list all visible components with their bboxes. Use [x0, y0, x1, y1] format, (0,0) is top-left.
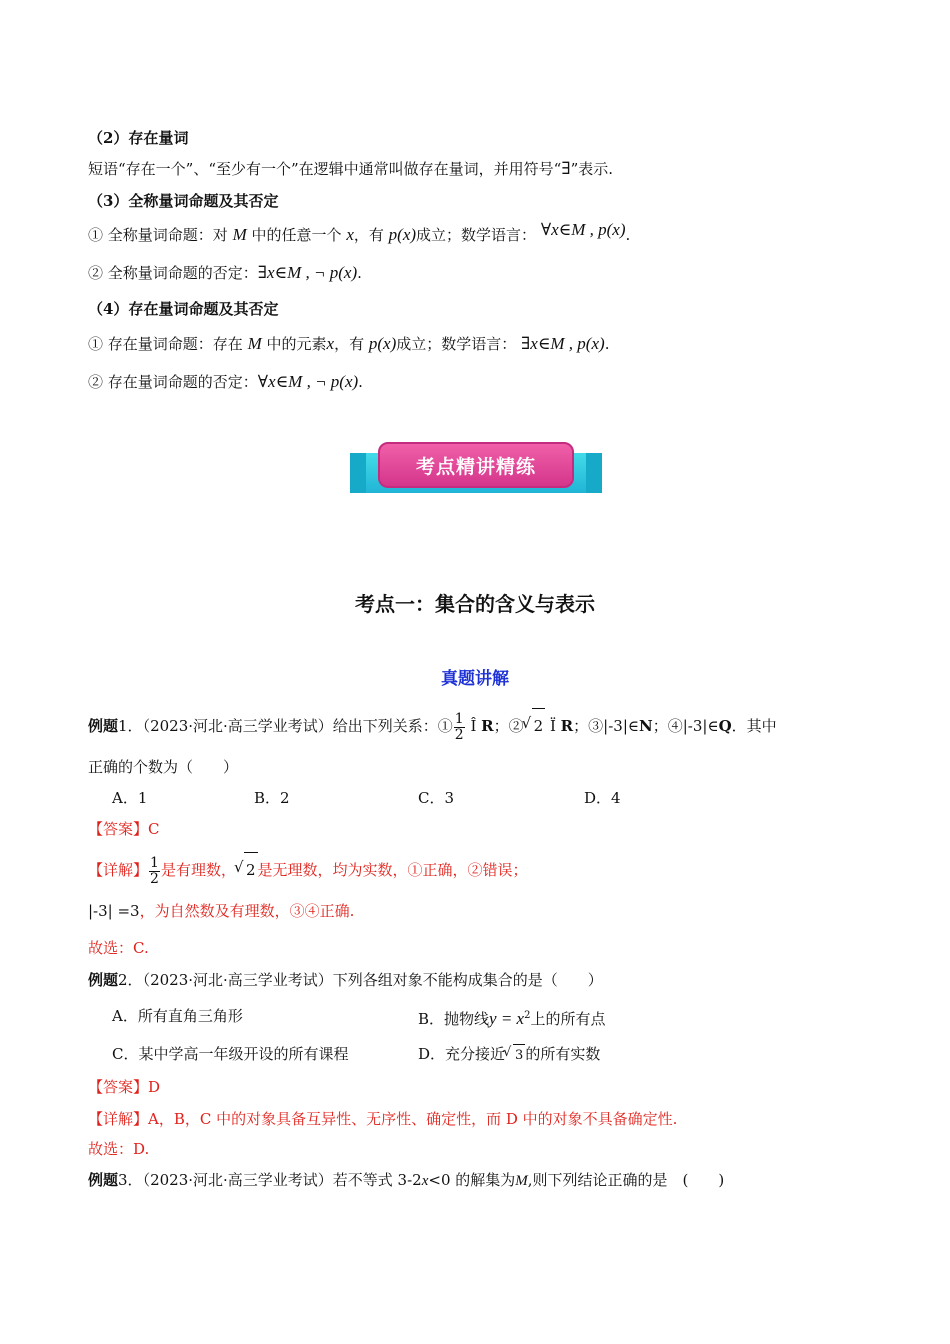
example-label: 例题	[88, 971, 119, 989]
text: A，B，C 中的对象具备互异性、无序性、确定性，而 D 中的对象不具备确定性.	[148, 1110, 678, 1128]
text: .	[357, 264, 362, 282]
detail-tag: 【详解】	[88, 861, 149, 879]
example-1-question-line-2: 正确的个数为（ ）	[88, 758, 239, 776]
answer-tag: 【答案】	[88, 820, 149, 838]
math-formula: y = x	[489, 1009, 525, 1028]
text: 成立；数学语言：	[416, 226, 537, 244]
text: ,则下列结论正确的是 ( )	[527, 1171, 725, 1189]
text: ① 全称量词命题：对	[88, 226, 228, 244]
example-label: 例题	[88, 1171, 119, 1189]
text: 上的所有点	[530, 1010, 606, 1028]
text: ② 存在量词命题的否定：	[88, 373, 258, 391]
sqrt-expression: √ 3	[513, 1044, 525, 1067]
text: ；④	[652, 717, 683, 735]
example-2-option-c: C．某中学高一年级开设的所有课程	[112, 1045, 349, 1063]
text: ① 存在量词命题：存在	[88, 335, 243, 353]
section-2-text	[88, 158, 870, 180]
relation-symbol: Î	[465, 717, 482, 735]
text: 中的任意一个	[251, 226, 342, 244]
section-2-text-a: 短语“存在一个”、“至少有一个”在逻辑中通常叫做存在量词，并用符号“	[88, 160, 562, 178]
example-1-option-d: D．4	[584, 789, 621, 807]
abs-expression: |-3|	[682, 717, 708, 735]
set-symbol: R	[481, 717, 494, 735]
section-3-title: （3）全称量词命题及其否定	[88, 192, 279, 210]
fraction-denominator: 2	[150, 870, 159, 887]
example-1-question	[88, 708, 870, 743]
math-formula: |-3| =3	[88, 902, 140, 920]
exponent: 2	[524, 1010, 531, 1021]
math-expression: p(x)	[368, 334, 397, 353]
text: .	[625, 226, 631, 244]
answer-value: D	[148, 1078, 161, 1096]
banner-label: 考点精讲精练	[378, 442, 574, 488]
topic-title: 考点一：集合的含义与表示	[355, 592, 595, 616]
math-var: M	[232, 225, 247, 244]
example-number: 1．	[118, 717, 143, 735]
fraction-numerator: 1	[150, 854, 159, 871]
example-2-option-a: A．所有直角三角形	[112, 1007, 243, 1025]
math-formula: ∃x∈M , ¬ p(x)	[257, 263, 358, 282]
exists-symbol: ∃	[561, 159, 571, 178]
math-var: x	[346, 225, 354, 244]
text: （2023·河北·高三学业考试）下列各组对象不能构成集合的是（ ）	[142, 971, 603, 989]
example-2-question	[88, 969, 870, 991]
text: B．抛物线	[418, 1010, 490, 1028]
fraction-denominator: 2	[454, 726, 464, 743]
math-expression: p(x)	[388, 225, 417, 244]
section-3-item-2	[88, 262, 870, 284]
math-formula: ∃x∈M , p(x)	[521, 334, 605, 353]
text: ② 全称量词命题的否定：	[88, 264, 258, 282]
relation-symbol: ∈	[627, 717, 639, 735]
example-2-option-b	[418, 1005, 605, 1030]
math-var: x	[326, 334, 335, 353]
example-1-detail	[88, 852, 870, 887]
example-1-conclusion: 故选：C.	[88, 939, 149, 957]
text: 的所有实数	[525, 1045, 601, 1063]
example-label: 例题	[88, 717, 119, 735]
math-var: M	[247, 334, 262, 353]
answer-value: C	[148, 820, 160, 838]
text: （2023·河北·高三学业考试）若不等式 3-2	[142, 1171, 422, 1189]
section-2-text-b: ”表示.	[570, 160, 614, 178]
answer-tag: 【答案】	[88, 1078, 149, 1096]
math-formula: ∀x∈M , ¬ p(x)	[257, 372, 359, 391]
section-4-item-2	[88, 371, 870, 393]
sqrt-expression: √ 2	[532, 708, 546, 743]
math-var: x	[421, 1173, 429, 1189]
set-symbol: N	[639, 717, 653, 735]
relation-symbol: Ï	[545, 717, 561, 735]
example-3-question	[88, 1169, 870, 1192]
detail-tag: 【详解】	[88, 1110, 149, 1128]
example-2-answer	[88, 1076, 870, 1098]
math-formula: ∀x∈M , p(x)	[540, 220, 626, 239]
text: ，为自然数及有理数，③④正确.	[139, 902, 355, 920]
example-number: 2．	[118, 971, 143, 989]
fraction-numerator: 1	[454, 710, 464, 727]
text: 是无理数，均为实数，①正确，②错误；	[257, 861, 528, 879]
section-2-title: （2）存在量词	[88, 129, 189, 147]
example-1-answer	[88, 818, 870, 840]
section-4-title: （4）存在量词命题及其否定	[88, 300, 279, 318]
text: 成立；数学语言：	[396, 335, 517, 353]
text: （2023·河北·高三学业考试）给出下列关系：①	[142, 717, 453, 735]
text: 中的元素	[266, 335, 327, 353]
abs-expression: |-3|	[603, 717, 628, 735]
example-number: 3．	[118, 1171, 143, 1189]
example-2-conclusion: 故选：D.	[88, 1140, 150, 1158]
relation-symbol: ∈	[707, 717, 719, 735]
text: .	[604, 335, 610, 353]
section-4-item-1	[88, 333, 870, 355]
example-1-option-b: B．2	[254, 789, 290, 807]
topic-subtitle: 真题讲解	[441, 669, 509, 689]
text: ．其中	[731, 717, 777, 735]
example-1-option-c: C．3	[418, 789, 455, 807]
text: ；②	[493, 717, 524, 735]
text: <0 的解集为	[428, 1171, 516, 1189]
set-symbol: R	[560, 717, 574, 735]
example-2-option-d	[418, 1043, 600, 1067]
fraction-one-half	[149, 856, 160, 887]
text: D．充分接近	[418, 1045, 506, 1063]
fraction-one-half	[454, 712, 465, 743]
text: ；③	[573, 717, 604, 735]
text: 是有理数，	[160, 861, 236, 879]
math-var: M	[515, 1173, 528, 1189]
sqrt-expression: √ 2	[244, 852, 258, 887]
text: ，有	[334, 335, 365, 353]
section-3-item-1	[88, 220, 870, 246]
example-1-option-a: A．1	[112, 789, 148, 807]
text: ，有	[353, 226, 384, 244]
set-symbol: Q	[718, 717, 732, 735]
text: .	[358, 373, 363, 391]
section-banner	[350, 440, 602, 494]
example-1-detail-line-2	[88, 900, 870, 922]
example-2-detail	[88, 1108, 870, 1130]
